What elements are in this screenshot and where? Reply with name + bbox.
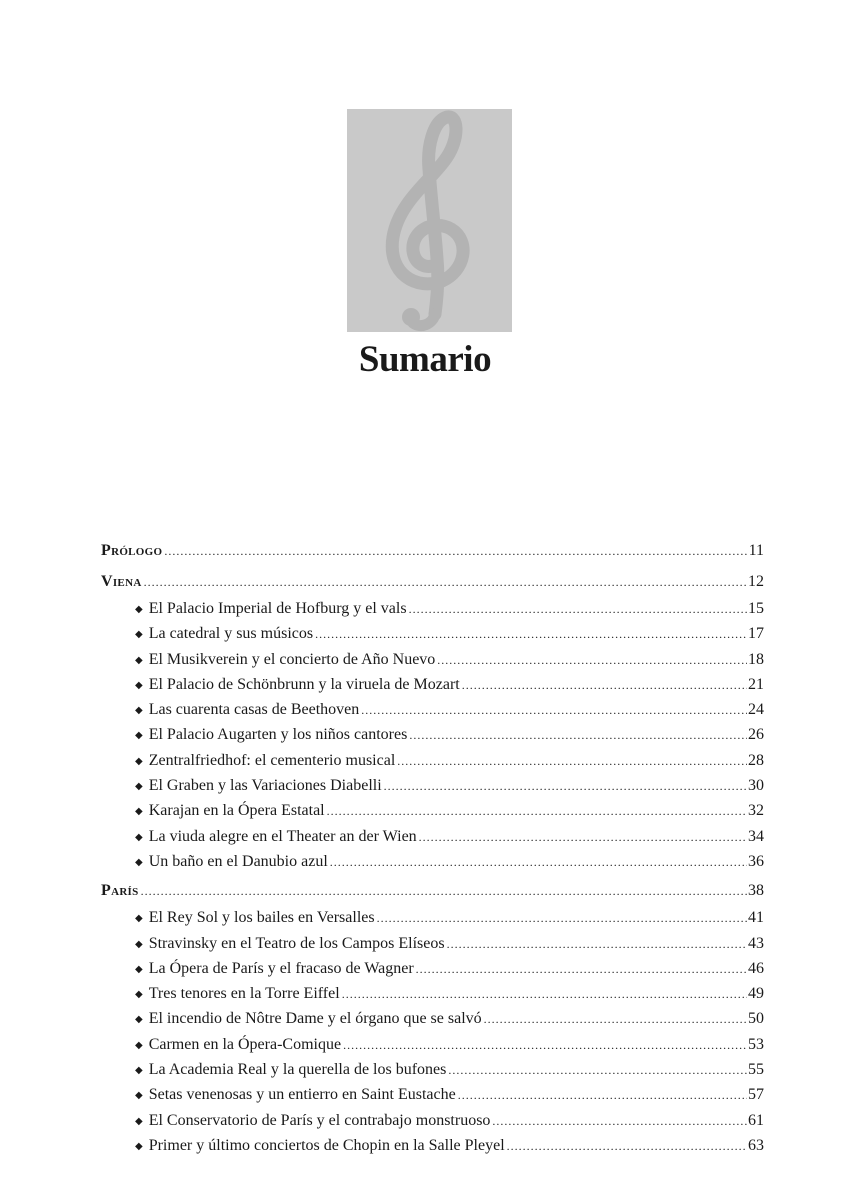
toc-leader-dots <box>327 799 747 824</box>
toc-entry-row[interactable] <box>101 905 764 930</box>
toc-entry-title: El incendio de Nôtre Dame y el órgano que se salvó <box>148 1010 482 1028</box>
toc-entry-row[interactable] <box>101 697 764 722</box>
diamond-bullet-icon: ◆ <box>135 654 143 666</box>
diamond-bullet-icon: ◆ <box>135 755 143 767</box>
toc-leader-dots <box>361 698 747 723</box>
diamond-bullet-icon: ◆ <box>135 1065 143 1077</box>
toc-page-number: 57 <box>748 1086 764 1104</box>
toc-page-number: 17 <box>748 625 764 643</box>
toc-entry-title: Zentralfriedhof: el cementerio musical <box>148 751 396 769</box>
toc-leader-dots <box>384 774 747 799</box>
toc-page-number: 15 <box>748 600 764 617</box>
toc-entry-row[interactable] <box>101 931 764 956</box>
diamond-bullet-icon: ◆ <box>135 938 143 950</box>
toc-page-number: 46 <box>748 959 764 977</box>
diamond-bullet-icon: ◆ <box>135 629 143 641</box>
toc-leader-dots <box>315 622 747 647</box>
diamond-bullet-icon: ◆ <box>135 679 143 691</box>
toc-entry-title: La viuda alegre en el Theater an der Wien <box>148 827 417 845</box>
toc-section-title: Prólogo <box>101 542 163 559</box>
toc-entry-title: La Ópera de París y el fracaso de Wagner <box>148 959 414 977</box>
diamond-bullet-icon: ◆ <box>135 1115 143 1127</box>
toc-page-number: 36 <box>748 852 764 870</box>
toc-entry-row[interactable] <box>101 621 764 646</box>
toc-leader-dots <box>484 1007 747 1032</box>
toc-page-number: 38 <box>748 882 764 900</box>
toc-entry-title: Un baño en el Danubio azul <box>148 852 328 870</box>
toc-entry-title: El Musikverein y el concierto de Año Nuevo <box>148 650 436 668</box>
diamond-bullet-icon: ◆ <box>135 705 143 717</box>
toc-entry-title: Carmen en la Ópera-Comique <box>148 1035 342 1053</box>
toc-page-number: 43 <box>748 934 764 952</box>
toc-page-number: 12 <box>748 573 764 590</box>
toc-leader-dots <box>448 1058 747 1083</box>
diamond-bullet-icon: ◆ <box>135 1090 143 1102</box>
toc-page-number: 34 <box>748 827 764 845</box>
toc-page-number: 30 <box>748 777 764 795</box>
toc-leader-dots <box>343 1033 747 1058</box>
toc-page-number: 53 <box>748 1035 764 1053</box>
toc-leader-dots <box>507 1134 747 1159</box>
toc-entry-title: La Academia Real y la querella de los bufones <box>148 1061 447 1079</box>
toc-page-number: 24 <box>748 701 764 719</box>
toc-entry-row[interactable] <box>101 722 764 747</box>
toc-leader-dots <box>141 879 747 904</box>
toc-entry-row[interactable] <box>101 1133 764 1158</box>
toc-entry-title: La catedral y sus músicos <box>148 625 314 643</box>
toc-page-number: 18 <box>748 650 764 668</box>
diamond-bullet-icon: ◆ <box>135 989 143 1001</box>
clef-image-box <box>347 109 512 332</box>
toc-page-number: 11 <box>748 542 764 559</box>
diamond-bullet-icon: ◆ <box>135 604 143 615</box>
toc-section-title: Viena <box>101 573 142 590</box>
page-title: Sumario <box>358 339 492 380</box>
toc-leader-dots <box>419 825 747 850</box>
toc-leader-dots <box>492 1109 747 1134</box>
toc-leader-dots <box>409 597 747 622</box>
toc-section-row[interactable] <box>101 569 764 596</box>
toc-entry-title: El Rey Sol y los bailes en Versalles <box>148 909 375 927</box>
toc-leader-dots <box>330 850 747 875</box>
toc-entry-title: Tres tenores en la Torre Eiffel <box>148 985 340 1003</box>
diamond-bullet-icon: ◆ <box>135 856 143 868</box>
diamond-bullet-icon: ◆ <box>135 963 143 975</box>
toc-page-number: 63 <box>748 1136 764 1154</box>
toc-leader-dots <box>437 648 747 673</box>
diamond-bullet-icon: ◆ <box>135 1039 143 1051</box>
toc-page-number: 55 <box>748 1061 764 1079</box>
toc-page-number: 28 <box>748 751 764 769</box>
toc-entry-title: Setas venenosas y un entierro en Saint Eustache <box>148 1086 456 1104</box>
toc-entry-row[interactable] <box>101 647 764 672</box>
toc-entry-row[interactable] <box>101 1006 764 1031</box>
toc-leader-dots <box>447 932 747 957</box>
toc-entry-row[interactable] <box>101 849 764 874</box>
diamond-bullet-icon: ◆ <box>135 1014 143 1026</box>
toc-entry-row[interactable] <box>101 1032 764 1057</box>
toc-entry-row[interactable] <box>101 773 764 798</box>
treble-clef-icon <box>347 109 512 332</box>
toc-leader-dots <box>144 570 747 595</box>
table-of-contents <box>101 538 764 1158</box>
toc-page-number: 41 <box>748 909 764 927</box>
toc-entry-row[interactable] <box>101 798 764 823</box>
toc-entry-title: Karajan en la Ópera Estatal <box>148 802 325 820</box>
toc-entry-title: Primer y último conciertos de Chopin en la Salle Pleyel <box>148 1136 505 1154</box>
toc-entry-title: Stravinsky en el Teatro de los Campos Elíseos <box>148 934 445 952</box>
toc-entry-title: El Conservatorio de París y el contrabajo monstruoso <box>148 1111 491 1129</box>
diamond-bullet-icon: ◆ <box>135 730 143 742</box>
toc-entry-row[interactable] <box>101 596 764 621</box>
toc-page-number: 26 <box>748 726 764 744</box>
toc-entry-row[interactable] <box>101 956 764 981</box>
toc-entry-title: El Palacio Augarten y los niños cantores <box>148 726 408 744</box>
toc-leader-dots <box>462 673 747 698</box>
diamond-bullet-icon: ◆ <box>135 781 143 793</box>
toc-entry-row[interactable] <box>101 981 764 1006</box>
toc-entry-row[interactable] <box>101 1108 764 1133</box>
toc-page-number: 32 <box>748 802 764 820</box>
toc-page-number: 61 <box>748 1111 764 1129</box>
toc-leader-dots <box>342 982 747 1007</box>
toc-entry-row[interactable] <box>101 748 764 773</box>
toc-page-number: 21 <box>748 675 764 693</box>
toc-leader-dots <box>164 539 747 564</box>
toc-leader-dots <box>377 906 747 931</box>
diamond-bullet-icon: ◆ <box>135 1140 143 1152</box>
toc-page-number: 50 <box>748 1010 764 1028</box>
toc-entry-row[interactable] <box>101 672 764 697</box>
toc-leader-dots <box>397 749 747 774</box>
toc-entry-title: El Palacio de Schönbrunn y la viruela de Mozart <box>148 675 460 693</box>
toc-entry-row[interactable] <box>101 1057 764 1082</box>
toc-entry-row[interactable] <box>101 1082 764 1107</box>
toc-leader-dots <box>458 1083 747 1108</box>
toc-entry-title: Las cuarenta casas de Beethoven <box>148 701 360 719</box>
toc-page-number: 49 <box>748 985 764 1003</box>
toc-section-title: París <box>101 882 139 900</box>
diamond-bullet-icon: ◆ <box>135 806 143 818</box>
toc-entry-row[interactable] <box>101 824 764 849</box>
toc-entry-title: El Graben y las Variaciones Diabelli <box>148 777 382 795</box>
toc-entry-title: El Palacio Imperial de Hofburg y el vals <box>148 600 407 617</box>
diamond-bullet-icon: ◆ <box>135 913 143 925</box>
toc-leader-dots <box>416 957 747 982</box>
diamond-bullet-icon: ◆ <box>135 831 143 843</box>
toc-section-row[interactable] <box>101 878 764 905</box>
toc-section-row[interactable] <box>101 538 764 565</box>
toc-leader-dots <box>409 723 747 748</box>
